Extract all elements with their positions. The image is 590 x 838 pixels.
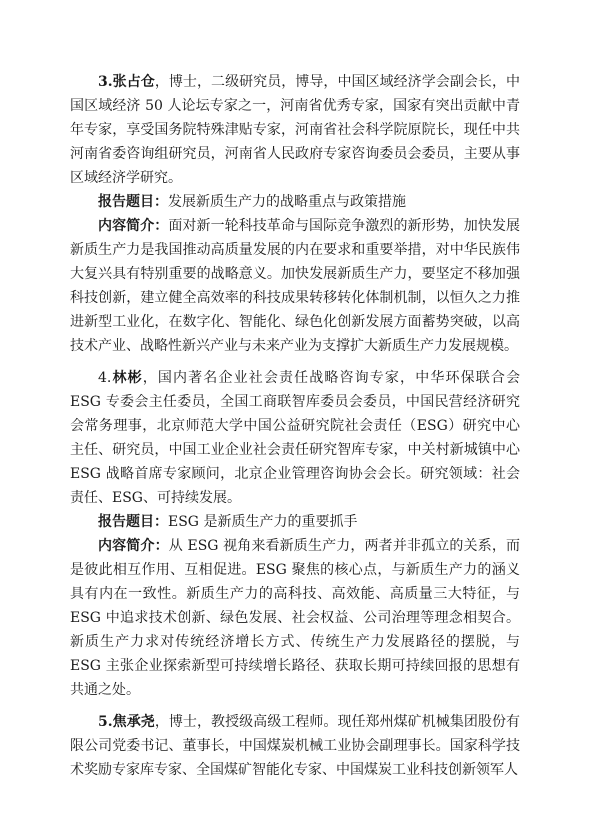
person-3-report-label: 报告题目： — [98, 194, 168, 210]
person-4-summary-text: 从 ESG 视角来看新质生产力，两者并非孤立的关系，而是彼此相互作用、互相促进。ESG 聚焦的核心点，与新质生产力的涵义具有内在一致性。新质生产力的高科技、高效能、高质量三大特征，与 ESG 中追求技术创新、绿色发展、社会权益、公司治理等理念相契合。新质生产力求对传统经济增长方式、传统生产力发展路径的摆脱，与 ESG 主张企业探索新型可持续增长路径、获取长期可持续回报的思想有共通之处。 — [70, 538, 520, 698]
person-4-report-title: ESG 是新质生产力的重要抓手 — [168, 514, 358, 530]
person-4-summary — [70, 534, 520, 702]
person-3-summary-label: 内容简介： — [98, 218, 169, 234]
person-5-bio — [70, 710, 520, 782]
person-5-bio-text: ，博士，教授级高级工程师。现任郑州煤矿机械集团股份有限公司党委书记、董事长，中国煤炭机械工业协会副理事长。国家科学技术奖励专家库专家、全国煤矿智能化专家、中国煤炭工业科技创新领军人 — [70, 714, 521, 778]
person-3-name: 张占仓 — [112, 74, 155, 90]
person-3-bio-text: ，博士，二级研究员，博导，中国区域经济学会副会长，中国区域经济 50 人论坛专家之一，河南省优秀专家，国家有突出贡献中青年专家，享受国务院特殊津贴专家，河南省社会科学院原院长，现任中共河南省委咨询组研究员，河南省人民政府专家咨询委员会委员，主要从事区域经济学研究。 — [70, 74, 521, 186]
person-4-name: 林彬 — [111, 370, 143, 386]
person-4-bio — [70, 366, 520, 510]
person-3-report — [70, 190, 520, 214]
person-5-name: 焦承尧 — [112, 714, 155, 730]
person-4-number: 4. — [98, 370, 112, 386]
person-3-report-title: 发展新质生产力的战略重点与政策措施 — [168, 194, 406, 210]
person-3-summary-text: 面对新一轮科技革命与国际竞争激烈的新形势，加快发展新质生产力是我国推动高质量发展的内在要求和重要举措，对中华民族伟大复兴具有特别重要的战略意义。加快发展新质生产力，要坚定不移加强科技创新，建立健全高效率的科技成果转移转化体制机制，以恒久之力推进新型工业化，在数字化、智能化、绿色化创新发展方面蓄势突破，以高技术产业、战略性新兴产业与未来产业为支撑扩大新质生产力发展规模。 — [70, 218, 521, 354]
person-4-summary-label: 内容简介： — [98, 538, 169, 554]
person-4-report-label: 报告题目： — [98, 514, 168, 530]
person-5-number: 5. — [98, 714, 113, 730]
person-4-bio-text: ，国内著名企业社会责任战略咨询专家，中华环保联合会 ESG 专委会主任委员，全国工商联智库委员会委员，中国民营经济研究会常务理事，北京师范大学中国公益研究院社会责任（ESG）研究中心主任、研究员，中国工业企业社会责任研究智库专家，中关村新城镇中心 ESG 战略首席专家顾问，北京企业管理咨询协会会长。研究领域：社会责任、ESG、可持续发展。 — [70, 370, 521, 506]
person-3-summary — [70, 214, 520, 358]
person-4-report — [70, 510, 520, 534]
person-3-number: 3. — [98, 74, 113, 90]
person-3-bio — [70, 70, 520, 190]
